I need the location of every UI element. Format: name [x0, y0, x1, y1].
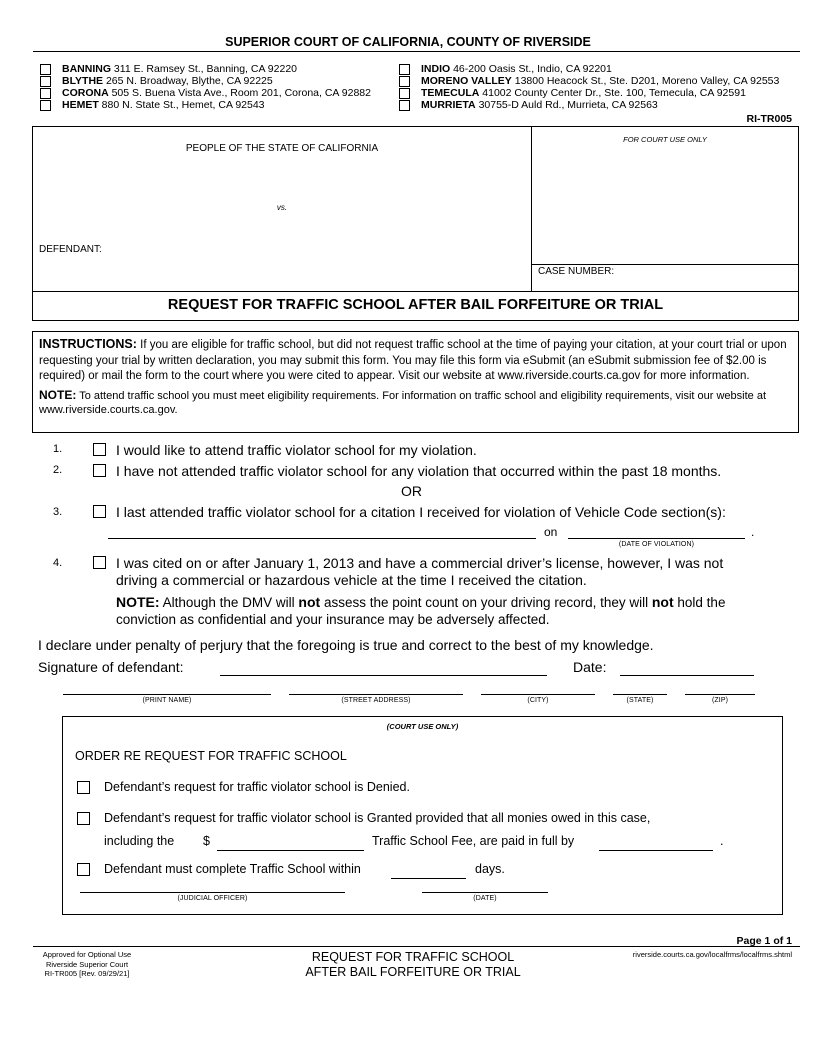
signature-field[interactable] [220, 675, 547, 676]
caption-defendant-label: DEFENDANT: [39, 244, 102, 255]
item-3-number: 3. [53, 506, 63, 518]
date-of-violation-label: (DATE OF VIOLATION) [618, 541, 695, 548]
order-date-field[interactable] [422, 892, 548, 893]
order-denied-text: Defendant’s request for traffic violator school is Denied. [104, 780, 410, 794]
footer-title-line: AFTER BAIL FORFEITURE OR TRIAL [305, 965, 521, 979]
court-use-only-label: FOR COURT USE ONLY [623, 135, 707, 144]
form-id: RI-TR005 [746, 113, 792, 125]
item-3-checkbox[interactable] [93, 505, 106, 518]
note-text: To attend traffic school you must meet eligibility requirements. For information on traffic school and eligibility requirements, visit our website at www.riverside.courts.ca.gov. [39, 389, 766, 416]
item-4-text-line2: driving a commercial or hazardous vehicle at the time I received the citation. [116, 572, 587, 588]
order-fee-text: Traffic School Fee, are paid in full by [372, 834, 575, 848]
item-1-checkbox[interactable] [93, 443, 106, 456]
checkbox[interactable] [40, 64, 51, 75]
court-address: 505 S. Buena Vista Ave., Room 201, Corona, CA 92882 [111, 87, 371, 99]
checkbox[interactable] [40, 88, 51, 99]
date-label: Date: [573, 659, 607, 675]
order-complete-checkbox[interactable] [77, 863, 90, 876]
item-4-note-label: NOTE: [116, 594, 160, 610]
footer-url[interactable]: riverside.courts.ca.gov/localfrms/localfrms.shtml [632, 950, 792, 959]
checkbox[interactable] [399, 76, 410, 87]
note-label: NOTE: [39, 387, 77, 402]
declaration-text: I declare under penalty of perjury that the foregoing is true and correct to the best of my knowledge. [38, 637, 654, 653]
judicial-officer-field[interactable] [80, 892, 345, 893]
instructions-paragraph [39, 337, 792, 385]
item-1-text: I would like to attend traffic violator school for my violation. [116, 442, 477, 458]
note-emphasis: not [298, 594, 321, 610]
item-3-text: I last attended traffic violator school for a citation I received for violation of Vehicle Code section(s): [116, 504, 726, 520]
state-field[interactable] [613, 694, 667, 695]
court-name: BLYTHE [62, 75, 104, 87]
order-date-label: (DATE) [473, 895, 497, 902]
item-4-text-line1: I was cited on or after January 1, 2013 and have a commercial driver’s license, however, I was not [116, 555, 724, 571]
note-text: Although the DMV will [162, 595, 295, 610]
instructions-label: INSTRUCTIONS: [39, 337, 137, 351]
item-4-checkbox[interactable] [93, 556, 106, 569]
caption-divider-case [531, 264, 799, 265]
checkbox[interactable] [399, 88, 410, 99]
order-days-label: days. [475, 862, 505, 876]
header-rule [33, 51, 800, 52]
order-period: . [720, 834, 724, 848]
caption-vs: vs. [276, 203, 288, 212]
approved-line: Approved for Optional Use [42, 950, 132, 959]
print-name-field[interactable] [63, 694, 271, 695]
checkbox[interactable] [399, 100, 410, 111]
checkbox[interactable] [40, 100, 51, 111]
footer-rule [33, 946, 800, 947]
court-address: 311 E. Ramsey St., Banning, CA 92220 [113, 63, 298, 75]
street-address-field[interactable] [289, 694, 463, 695]
court-name: MURRIETA [421, 99, 476, 111]
approved-line: RI-TR005 [Rev. 09/29/21] [44, 969, 130, 978]
checkbox[interactable] [40, 76, 51, 87]
vehicle-code-field[interactable] [108, 538, 536, 539]
court-address: 41002 County Center Dr., Ste. 100, Temecula, CA 92591 [482, 87, 746, 99]
judicial-officer-label: (JUDICIAL OFFICER) [177, 895, 248, 902]
print-name-label: (PRINT NAME) [142, 697, 192, 704]
court-name: HEMET [62, 99, 99, 111]
instructions-box [32, 331, 799, 433]
approved-line: Riverside Superior Court [45, 959, 129, 969]
item-2-checkbox[interactable] [93, 464, 106, 477]
court-address: 880 N. State St., Hemet, CA 92543 [101, 99, 265, 111]
order-complete-text: Defendant must complete Traffic School within [104, 862, 361, 876]
checkbox[interactable] [399, 64, 410, 75]
court-name: MORENO VALLEY [421, 75, 512, 87]
signature-label: Signature of defendant: [38, 659, 184, 675]
zip-field[interactable] [685, 694, 755, 695]
page-number: Page 1 of 1 [736, 935, 792, 947]
caption-divider-vertical [531, 127, 532, 292]
court-address: 265 N. Broadway, Blythe, CA 92225 [105, 75, 273, 87]
date-of-violation-field[interactable] [568, 538, 745, 539]
court-use-only-order: (COURT USE ONLY) [386, 722, 459, 731]
court-name: INDIO [421, 63, 451, 75]
item-4-number: 4. [53, 557, 63, 569]
instructions-text: If you are eligible for traffic school, but did not request traffic school at the time of paying your citation, at your court trial or upon requesting your trial by written declaration, you may submit this form. You may file this form via eSubmit (an eSubmit submission fee of $2.00 is required) or mail the form to the court where you were cited to appear. Visit our website at www.riverside.courts.ca.gov for more information. [39, 339, 787, 382]
order-including-text: including the [104, 834, 175, 848]
note-text-line2: conviction as confidential and your insurance may be adversely affected. [116, 612, 550, 627]
form-title: REQUEST FOR TRAFFIC SCHOOL AFTER BAIL FORFEITURE OR TRIAL [167, 297, 664, 313]
court-address: 46-200 Oasis St., Indio, CA 92201 [453, 63, 612, 75]
case-number-label: CASE NUMBER: [538, 266, 615, 277]
note-text: hold the [677, 595, 726, 610]
days-field[interactable] [391, 878, 466, 879]
state-label: (STATE) [626, 697, 654, 704]
court-name: TEMECULA [421, 87, 480, 99]
order-title: ORDER RE REQUEST FOR TRAFFIC SCHOOL [75, 749, 347, 763]
item-2-number: 2. [53, 464, 63, 476]
item-1-number: 1. [53, 443, 63, 455]
note-emphasis: not [651, 594, 674, 610]
court-order-box [62, 716, 783, 915]
footer-title-line: REQUEST FOR TRAFFIC SCHOOL [311, 950, 515, 964]
court-name: BANNING [62, 63, 111, 75]
note-text: assess the point count on your driving record, they will [323, 595, 649, 610]
fee-amount-field[interactable] [217, 850, 364, 851]
court-address: 30755-D Auld Rd., Murrieta, CA 92563 [478, 99, 658, 111]
court-name: CORONA [62, 87, 109, 99]
or-label: OR [401, 483, 422, 499]
caption-box [32, 126, 799, 292]
street-address-label: (STREET ADDRESS) [341, 697, 411, 704]
city-label: (CITY) [527, 697, 549, 704]
order-denied-checkbox[interactable] [77, 781, 90, 794]
city-field[interactable] [481, 694, 595, 695]
caption-people: PEOPLE OF THE STATE OF CALIFORNIA [185, 143, 379, 154]
signature-date-field[interactable] [620, 675, 754, 676]
note-paragraph [39, 388, 792, 418]
form-title-box [32, 291, 799, 321]
order-dollar-sign: $ [203, 834, 210, 848]
period-mark: . [751, 525, 755, 539]
court-address: 13800 Heacock St., Ste. D201, Moreno Valley, CA 92553 [514, 75, 780, 87]
order-granted-text: Defendant’s request for traffic violator school is Granted provided that all monies owed in this case, [104, 811, 651, 825]
zip-label: (ZIP) [711, 697, 729, 704]
item-2-text: I have not attended traffic violator school for any violation that occurred within the past 18 months. [116, 463, 722, 479]
paid-by-date-field[interactable] [599, 850, 713, 851]
court-title: SUPERIOR COURT OF CALIFORNIA, COUNTY OF RIVERSIDE [225, 35, 591, 49]
item-4-note [116, 594, 725, 628]
order-granted-checkbox[interactable] [77, 812, 90, 825]
on-label: on [544, 525, 558, 539]
